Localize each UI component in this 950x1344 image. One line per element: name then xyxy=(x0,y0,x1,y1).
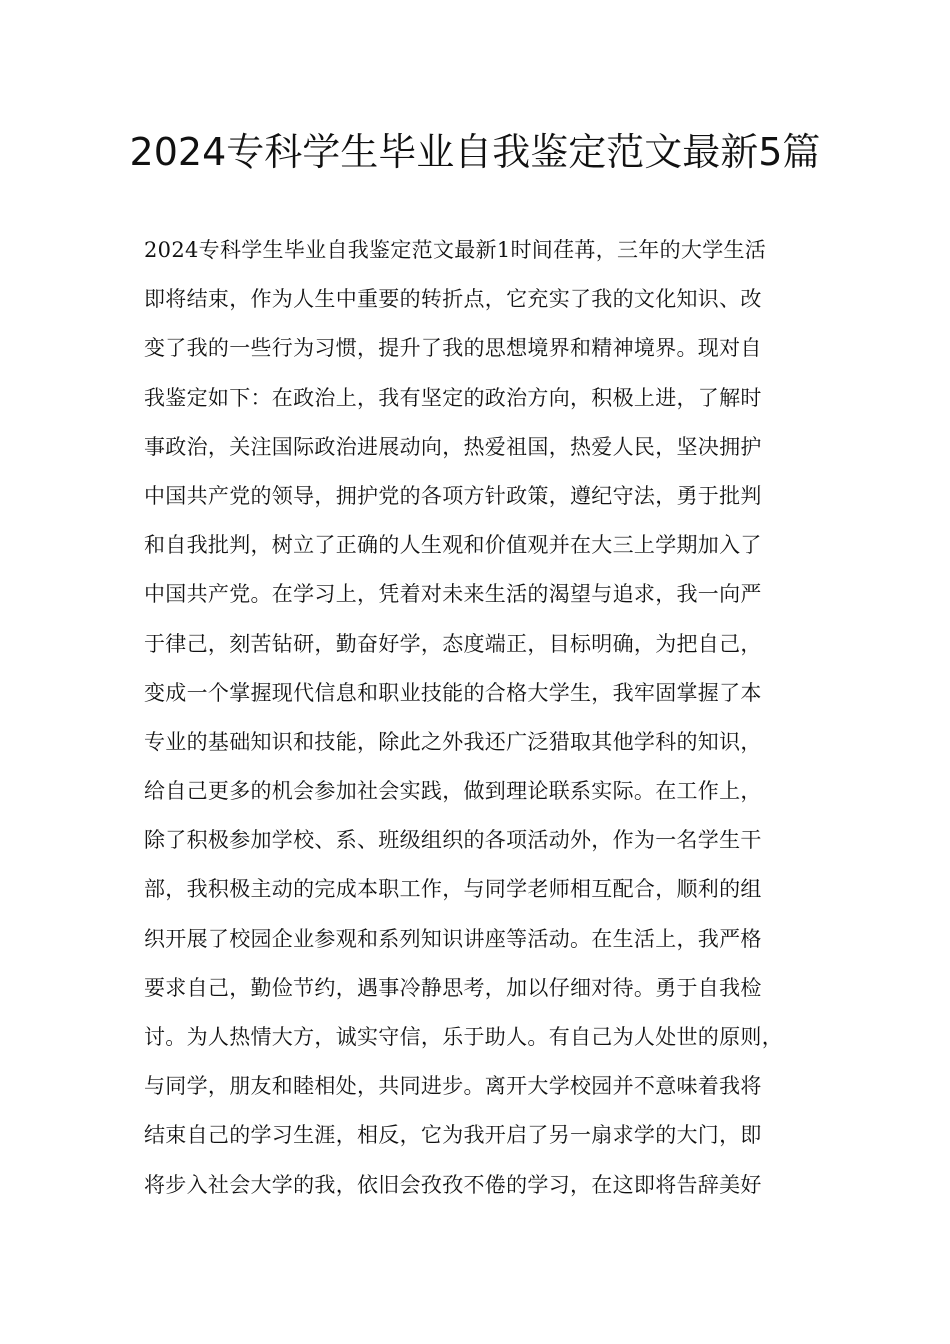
body-line: 部，我积极主动的完成本职工作，与同学老师相互配合，顺利的组 xyxy=(144,877,762,902)
body-line: 讨。为人热情大方，诚实守信，乐于助人。有自己为人处世的原则， xyxy=(144,1025,783,1049)
body-line: 结束自己的学习生涯，相反，它为我开启了另一扇求学的大门，即 xyxy=(144,1123,762,1148)
body-line: 即将结束，作为人生中重要的转折点，它充实了我的文化知识、改 xyxy=(144,287,762,312)
body-line: 我鉴定如下：在政治上，我有坚定的政治方向，积极上进，了解时 xyxy=(144,385,762,410)
body-line: 于律己，刻苦钻研，勤奋好学，态度端正，目标明确，为把自己， xyxy=(144,631,762,656)
body-line: 事政治，关注国际政治进展动向，热爱祖国，热爱人民，坚决拥护 xyxy=(144,434,762,459)
body-line: 中国共产党的领导，拥护党的各项方针政策，遵纪守法，勇于批判 xyxy=(144,483,762,508)
body-line: 变成一个掌握现代信息和职业技能的合格大学生，我牢固掌握了本 xyxy=(144,680,762,705)
body-line: 要求自己，勤俭节约，遇事冷静思考，加以仔细对待。勇于自我检 xyxy=(144,975,762,1000)
body-line: 除了积极参加学校、系、班级组织的各项活动外，作为一名学生干 xyxy=(144,828,762,853)
document-body xyxy=(144,226,824,1210)
body-line: 将步入社会大学的我，依旧会孜孜不倦的学习，在这即将告辞美好 xyxy=(144,1172,762,1197)
document-title: 2024专科学生毕业自我鉴定范文最新5篇 xyxy=(129,130,821,174)
body-line: 变了我的一些行为习惯，提升了我的思想境界和精神境界。现对自 xyxy=(144,336,762,361)
body-line: 与同学，朋友和睦相处，共同进步。离开大学校园并不意味着我将 xyxy=(144,1074,762,1099)
body-line: 2024专科学生毕业自我鉴定范文最新1时间荏苒，三年的大学生活 xyxy=(144,238,767,262)
body-line: 专业的基础知识和技能，除此之外我还广泛猎取其他学科的知识， xyxy=(144,729,762,754)
body-line: 织开展了校园企业参观和系列知识讲座等活动。在生活上，我严格 xyxy=(144,926,762,951)
body-line: 中国共产党。在学习上，凭着对未来生活的渴望与追求，我一向严 xyxy=(144,582,762,607)
body-line: 给自己更多的机会参加社会实践，做到理论联系实际。在工作上， xyxy=(144,779,762,804)
body-line: 和自我批判，树立了正确的人生观和价值观并在大三上学期加入了 xyxy=(144,533,762,558)
